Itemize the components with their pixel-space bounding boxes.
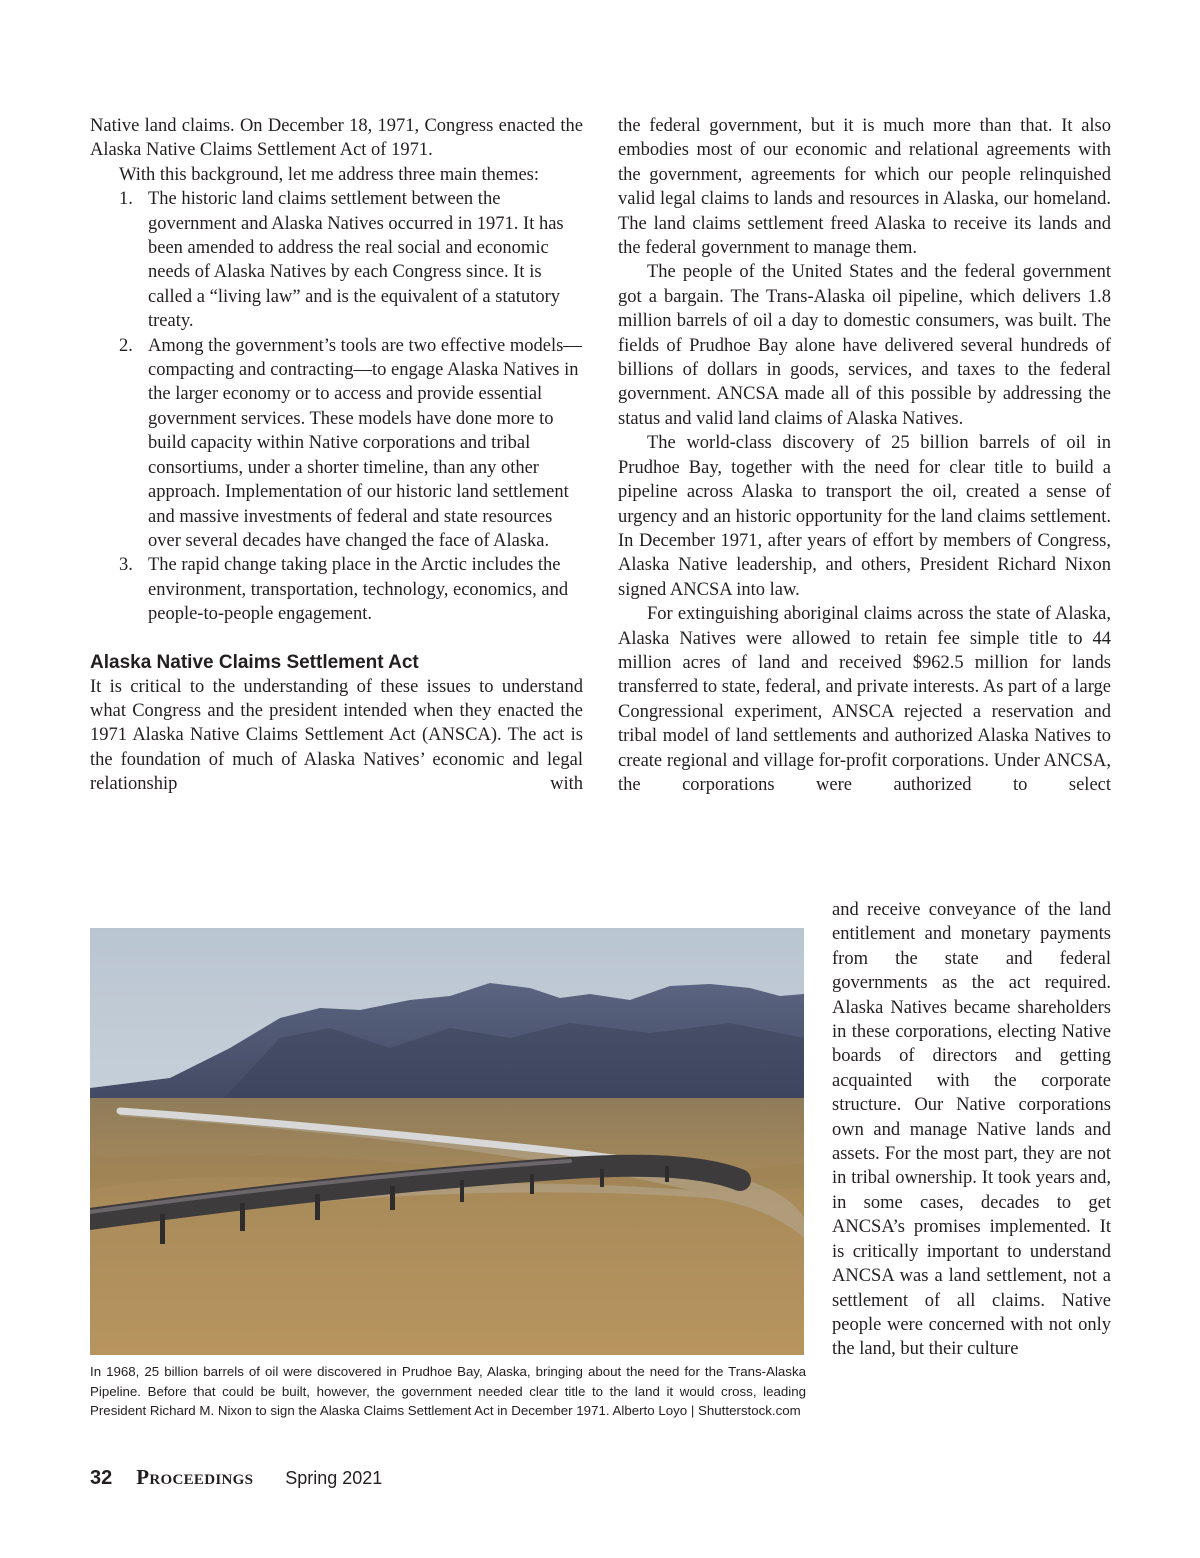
body-paragraph: The people of the United States and the federal government got a bargain. The Trans-Alaska oil pipeline, which delivers 1.8 million barrels of oil a day to domestic consumers, was built. The fields of Prudhoe Bay alone have delivered several hundreds of billions of dollars in goods, services, and taxes to the federal government. ANCSA made all of this possible by addressing the status and valid land claims of Alaska Natives.	[618, 262, 1111, 429]
theme-item-1	[90, 187, 583, 333]
theme-text: The rapid change taking place in the Arctic includes the environment, transportation, technology, economics, and people-to-people engagement.	[148, 555, 569, 625]
body-paragraph: The world-class discovery of 25 billion barrels of oil in Prudhoe Bay, together with the need for clear title to build a pipeline across Alaska to transport the oil, created a sense of urgency and an historic opportunity for the land claims settlement. In December 1971, after years of effort by members of Congress, Alaska Native leadership, and others, President Richard Nixon signed ANCSA into law.	[618, 433, 1111, 600]
section-paragraph: It is critical to the understanding of these issues to understand what Congress and the president intended when they enacted the 1971 Alaska Native Claims Settlement Act (ANSCA). The act is the foundation of much of Alaska Natives’ economic and legal relationship with	[90, 676, 583, 795]
theme-item-3	[90, 553, 583, 626]
theme-number: 1.	[119, 189, 133, 210]
photo-caption: In 1968, 25 billion barrels of oil were discovered in Prudhoe Bay, Alaska, bringing about the need for the Trans-Alaska Pipeline. Before that could be built, however, the government needed clear title to the land it would cross, leading President Richard M. Nixon to sign the Alaska Claims Settlement Act in December 1971. Alberto Loyo | Shutterstock.com	[90, 1364, 806, 1418]
support-post	[600, 1169, 604, 1187]
right-column-wrap	[832, 898, 1111, 1362]
theme-text: Among the government’s tools are two effective models—compacting and contracting—to engage Alaska Natives in the larger economy or to access and provide essential government services. These models have done more to build capacity within Native corporations and tribal consortiums, under a shorter timeline, than any other approach. Implementation of our historic land settlement and massive investments of federal and state resources over several decades have changed the face of Alaska.	[148, 335, 582, 551]
theme-item-2	[90, 334, 583, 554]
intro-paragraph: Native land claims. On December 18, 1971, Congress enacted the Alaska Native Claims Settlement Act of 1971.	[90, 116, 583, 161]
page-footer	[90, 1465, 382, 1495]
theme-number: 2.	[119, 335, 133, 356]
support-post	[665, 1166, 669, 1182]
body-paragraph: For extinguishing aboriginal claims across the state of Alaska, Alaska Natives were allowed to retain fee simple title to 44 million acres of land and received $962.5 million for lands transferred to state, federal, and private interests. As part of a large Congressional experiment, ANSCA rejected a reservation and tribal model of land settlements and authorized Alaska Natives to create regional and village for-profit corporations. Under ANCSA, the corporations were authorized to select	[618, 604, 1111, 795]
theme-number: 3.	[119, 555, 133, 576]
support-post	[390, 1186, 395, 1210]
section-heading: Alaska Native Claims Settlement Act	[90, 651, 419, 673]
page-number: 32	[90, 1467, 113, 1489]
support-post	[160, 1214, 165, 1244]
support-post	[240, 1203, 245, 1231]
pipeline-landscape-image	[90, 928, 804, 1355]
pipeline-photo	[90, 928, 804, 1355]
body-paragraph-continued: and receive conveyance of the land entitlement and monetary payments from the state and federal governments as the act required. Alaska Natives became shareholders in these corporations, electing Native boards of directors and getting acquainted with the corporate structure. Our Native corporations own and manage Native lands and assets. For the most part, they are not in tribal ownership. It took years and, in some cases, decades to get ANCSA’s promises implemented. It is critically important to understand ANCSA was a land settlement, not a settlement of all claims. Native people were concerned with not only the land, but their culture	[832, 900, 1111, 1360]
issue-date: Spring 2021	[285, 1468, 383, 1488]
themes-list	[90, 187, 583, 626]
right-column	[618, 114, 1111, 797]
left-column	[90, 114, 583, 797]
magazine-name: Proceedings	[136, 1465, 254, 1489]
support-post	[315, 1194, 320, 1220]
support-post	[460, 1180, 464, 1202]
theme-text: The historic land claims settlement between the government and Alaska Natives occurred in 1971. It has been amended to address the real social and economic needs of Alaska Natives by each Congress since. It is called a “living law” and is the equivalent of a statutory treaty.	[148, 189, 564, 332]
body-paragraph: the federal government, but it is much more than that. It also embodies most of our economic and relational agreements with the government, agreements for which our people relinquished valid legal claims to lands and resources in Alaska, our homeland. The land claims settlement freed Alaska to receive its lands and the federal government to manage them.	[618, 116, 1111, 259]
themes-intro-paragraph: With this background, let me address three main themes:	[119, 164, 540, 185]
support-post	[530, 1174, 534, 1194]
